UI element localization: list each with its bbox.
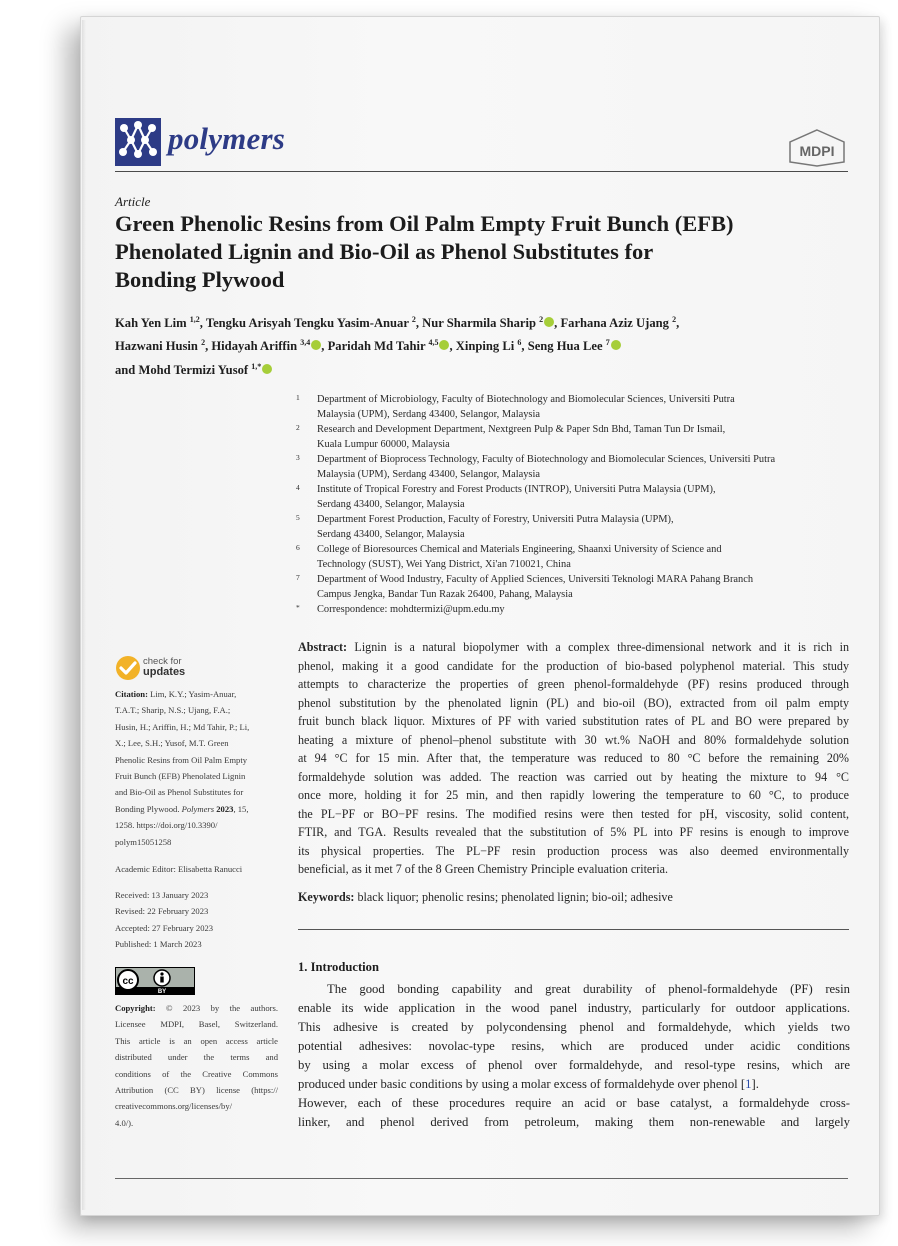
section-heading: 1. Introduction [298, 960, 379, 974]
mdpi-logo-icon [786, 128, 848, 168]
abstract-line: its physical properties. The PL−PF resin production process was also deemed environmentally [298, 843, 849, 858]
affiliation-item: 5 Department Forest Production, Faculty of Forestry, Universiti Putra Malaysia (UPM), Serdang 43400, Selangor, Malaysia [296, 513, 674, 540]
author-line: Kah Yen Lim $^{1,2}$, Tengku Arisyah Tengku Yasim-Anuar $^2$, Nur Sharmila Sharip $^2$ , Farhana Aziz Ujang $^2$, [115, 315, 680, 331]
intro-line: by using a molar excess of phenol over formaldehyde, and resol-type resins, which are [298, 1058, 850, 1072]
article-title [115, 210, 850, 294]
keywords: Keywords: black liquor; phenolic resins; phenolated lignin; bio-oil; adhesive [298, 890, 673, 904]
affiliation-item: 6 College of Bioresources Chemical and Materials Engineering, Shaanxi University of Science and Technology (SUST), Wei Yang District, Xi'an 710021, China [296, 543, 722, 570]
check-for-updates-label[interactable]: check for updates [143, 656, 186, 678]
intro-line: linker, and phenol derived from petroleum, making them non-renewable and largely [298, 1115, 850, 1129]
doi-link[interactable]: 1258. https://doi.org/10.3390/ [115, 820, 218, 831]
intro-line: produced under basic conditions by using a molar excess of formaldehyde over phenol [1]. [298, 1077, 759, 1091]
citation-block: Citation: Lim, K.Y.; Yasim-Anuar, T.A.T.; Sharip, N.S.; Ujang, F.A.; Husin, H.; Ariffin, H.; Md Tahir, P.; Li, X.; Lee, S.H.; Yusof, M.T. Green Phenolic Resins from Oil Palm Empty Fruit Bunch (EFB) Phenolated Lignin and Bio-Oil as Phenol Substitutes for Bonding Plywood. Polymers 2023, 15, 1258. https://doi.org/10.3390/ polym15051258 [115, 686, 278, 850]
abstract-line: at 94 °C for 15 min. After that, the temperature was reduced to 80 °C before the remaining 20% [298, 751, 849, 765]
academic-editor: Academic Editor: Elisabetta Ranucci [115, 864, 243, 874]
abstract-line: heating a mixture of phenol–phenol substitute with 30 wt.% NaOH and 80% formaldehyde solution [298, 732, 849, 747]
cc-label: cc [122, 976, 134, 987]
reference-link[interactable]: 1 [745, 1077, 752, 1091]
orcid-icon[interactable] [311, 340, 321, 350]
abstract-line: FTIR, and TGA. Results revealed that the substitution of 5% PL into PF resins is enough to improve [298, 825, 849, 839]
footer-rule [115, 1178, 848, 1179]
intro-line: enable its wide application in the wood panel industry, particularly for outdoor applications. [298, 1001, 850, 1015]
abstract-line: fruit bunch black liquor. Mixtures of PF with varied substitution rates of PL and BO were prepared by [298, 714, 849, 728]
author-line [115, 356, 850, 379]
author-line: Hazwani Husin $^2$, Hidayah Ariffin $^{3,4}$ , Paridah Md Tahir $^{4,5}$ , Xinping Li $^6$, Seng Hua Lee $^7$ [115, 333, 850, 356]
license-link[interactable]: creativecommons.org/licenses/by/ [115, 1101, 233, 1112]
abstract-line: formaldehyde solution was added. The reaction was carried out by heating the mixture to 94 °C [298, 769, 849, 784]
polymers-logo-icon [115, 118, 161, 166]
author[interactable]: Xinping Li $^6$ [455, 338, 522, 354]
journal-name: polymers [168, 121, 285, 156]
author[interactable]: Kah Yen Lim $^{1,2}$ [115, 315, 200, 331]
article-type: Article [115, 194, 151, 209]
affiliation-item: 1 Department of Microbiology, Faculty of Biotechnology and Biomolecular Sciences, Universiti Putra Malaysia (UPM), Serdang 43400, Selangor, Malaysia [296, 393, 735, 420]
page-shadow-edge [82, 20, 86, 1210]
author[interactable]: Paridah Md Tahir $^{4,5}$ [327, 338, 439, 354]
intro-line: This adhesive is created by polycondensing phenol and formaldehyde, which yields two [298, 1020, 850, 1034]
author[interactable]: Seng Hua Lee $^7$ [527, 338, 610, 354]
abstract-line: Abstract: Lignin is a natural biopolymer with a complex three-dimensional network and it is rich in [298, 640, 849, 654]
author[interactable]: Nur Sharmila Sharip $^2$ [422, 315, 544, 331]
author[interactable]: Hazwani Husin $^2$ [115, 338, 206, 354]
author[interactable]: and Mohd Termizi Yusof $^{1,*}$ [115, 361, 262, 377]
abstract-line: beneficial, as it met 7 of the 8 Green Chemistry Principle evaluation criteria. [298, 862, 669, 876]
author[interactable]: Hidayah Ariffin $^{3,4}$ [211, 338, 311, 354]
intro-line: The good bonding capability and great durability of phenol-formaldehyde (PF) resin [327, 982, 850, 996]
copyright-block: Copyright: © 2023 by the authors. Licensee MDPI, Basel, Switzerland. This article is an open access article distributed under the terms and conditions of the Creative Commons Attribution (CC BY) license (https:// creativecommons.org/licenses/by/ 4.0/). [115, 1003, 278, 1128]
intro-line: potential adhesives: novolac-type resins, which are produced under acidic conditions [298, 1039, 850, 1053]
publication-dates: Received: 13 January 2023 Revised: 22 February 2023 Accepted: 27 February 2023 Published: 1 March 2023 [115, 890, 214, 950]
author[interactable]: Tengku Arisyah Tengku Yasim-Anuar $^2$ [205, 315, 416, 331]
orcid-icon[interactable] [611, 340, 621, 350]
abstract-line: once more, holding it for 25 min, and then rapidly lowering the temperature to 60 °C, to produce [298, 788, 849, 802]
correspondence: * Correspondence: mohdtermizi@upm.edu.my [296, 603, 505, 615]
cc-by-label: BY [157, 989, 167, 995]
affiliation-item: 4 Institute of Tropical Forestry and Forest Products (INTROP), Universiti Putra Malaysia (UPM), Serdang 43400, Selangor, Malaysia [296, 483, 716, 510]
orcid-icon[interactable] [439, 340, 449, 350]
orcid-icon[interactable] [262, 364, 272, 374]
intro-line: However, each of these procedures require an acid or base catalyst, a formaldehyde cross- [298, 1096, 850, 1110]
title-line: Phenolated Lignin and Bio-Oil as Phenol Substitutes for [115, 239, 654, 264]
title-line: Bonding Plywood [115, 267, 285, 292]
orcid-icon[interactable] [544, 317, 554, 327]
author-list [115, 310, 850, 380]
abstract-line: phenol, making it a good candidate for the production of bio-based polyphenol material. This study [298, 658, 849, 673]
intro-paragraph [298, 980, 850, 1132]
creative-commons-badge-icon[interactable] [115, 967, 195, 995]
section-rule [298, 929, 849, 930]
title-line: Green Phenolic Resins from Oil Palm Empty Fruit Bunch (EFB) [115, 211, 734, 236]
author[interactable]: Farhana Aziz Ujang $^2$ [560, 315, 677, 331]
abstract-line: attempts to characterize the properties of green phenol-formaldehyde (PF) resins produced through [298, 677, 849, 691]
affiliations [296, 392, 852, 617]
affiliation-item: 2 Research and Development Department, Nextgreen Pulp & Paper Sdn Bhd, Taman Tun Dr Ismail, Kuala Lumpur 60000, Malaysia [296, 423, 726, 450]
abstract [298, 638, 849, 879]
abstract-line: phenol substitution by the phenolated lignin (PL) and bio-oil (BO), extracted from oil palm empty [298, 695, 849, 710]
publisher-name: MDPI [799, 143, 835, 159]
abstract-line: the PL−PF or BO−PF resins. The modified resins were then tested for pH, viscosity, solid content, [298, 806, 849, 821]
affiliation-item: 3 Department of Bioprocess Technology, Faculty of Biotechnology and Biomolecular Sciences, Universiti Putra Malaysia (UPM), Serdang 43400, Selangor, Malaysia [296, 453, 776, 480]
header-rule [115, 171, 848, 172]
affiliation-item: 7 Department of Wood Industry, Faculty of Applied Sciences, Universiti Teknologi MARA Pahang Branch Campus Jengka, Bandar Tun Razak 26400, Pahang, Malaysia [296, 573, 754, 600]
check-for-updates-icon[interactable] [115, 655, 141, 681]
